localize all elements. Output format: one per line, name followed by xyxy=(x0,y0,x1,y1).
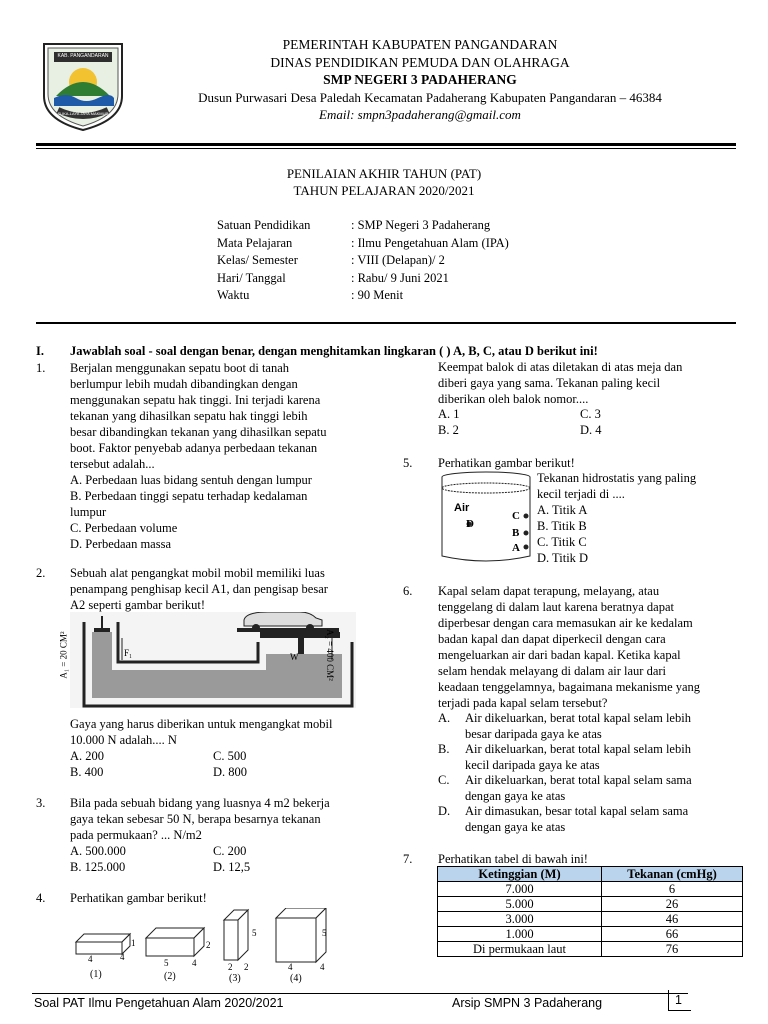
question-text-line: pada permukaan? ... N/m2 xyxy=(70,828,202,842)
answer-option-b[interactable]: B. 2 xyxy=(438,423,459,437)
hydraulic-lift-figure xyxy=(70,612,356,708)
identity-label: Kelas/ Semester xyxy=(217,253,298,267)
block-2-dim: 2 xyxy=(206,940,211,950)
question-text-line: boot. Faktor penyebab adanya perbedaan tekanan xyxy=(70,441,318,455)
option-text: Air dikeluarkan, berat total kapal selam sama xyxy=(465,773,692,787)
section-number: I. xyxy=(36,344,44,358)
block-1-dim: 1 xyxy=(131,938,136,948)
table-cell: 26 xyxy=(602,897,743,912)
question-text-line: Perhatikan gambar berikut! xyxy=(438,456,575,470)
option-text: Air dimasukan, besar total kapal selam sama xyxy=(465,804,689,818)
option-text: dengan gaya ke atas xyxy=(465,820,566,834)
answer-option-a[interactable]: A. 1 xyxy=(438,407,460,421)
question-text-line: menggunakan sepatu hak tinggi. Ini terjadi karena xyxy=(70,393,321,407)
question-text-line: Keempat balok di atas diletakan di atas meja dan xyxy=(438,360,683,374)
fig-label-point-d: D xyxy=(466,518,474,530)
answer-option-a[interactable]: A. Titik A xyxy=(537,503,588,517)
option-letter: C. xyxy=(438,773,450,787)
table-row xyxy=(438,942,743,957)
table-cell: 5.000 xyxy=(438,897,602,912)
question-number: 6. xyxy=(403,584,413,598)
table-cell: 66 xyxy=(602,927,743,942)
answer-option-b[interactable]: B. Perbedaan tinggi sepatu terhadap kedalaman xyxy=(70,489,308,503)
identity-label: Satuan Pendidikan xyxy=(217,218,311,232)
answer-option-c[interactable]: C. 3 xyxy=(580,407,601,421)
option-text: besar daripada gaya ke atas xyxy=(465,727,602,741)
fig-label-point-b: B xyxy=(512,527,520,539)
identity-label: Waktu xyxy=(217,288,250,302)
question-text-line: keadaan tenggelamnya, bagaimana mekanisme yang xyxy=(438,680,701,694)
question-text-line: berlumpur lebih mudah dibandingkan dengan xyxy=(70,377,298,391)
answer-option-c[interactable]: C. 200 xyxy=(213,844,247,858)
block-1-dim: 4 xyxy=(120,952,125,962)
block-3-dim: 5 xyxy=(252,928,257,938)
question-number: 5. xyxy=(403,456,413,470)
answer-option-c[interactable]: C. 500 xyxy=(213,749,247,763)
question-text-line: Kapal selam dapat terapung, melayang, atau xyxy=(438,584,660,598)
answer-option-a[interactable]: A. 200 xyxy=(70,749,105,763)
identity-label: Hari/ Tanggal xyxy=(217,271,286,285)
question-text-line: Tekanan hidrostatis yang paling xyxy=(537,471,697,485)
answer-option-c[interactable]: C. Perbedaan volume xyxy=(70,521,178,535)
table-row xyxy=(438,882,743,897)
block-2-caption: (2) xyxy=(164,971,176,982)
question-text-line: tenggelang di dalam laut karena beratnya dapat xyxy=(438,600,675,614)
answer-option-a[interactable]: A. Perbedaan luas bidang sentuh dengan lumpur xyxy=(70,473,312,487)
question-text-line: terjadi pada kapal selam tersebut? xyxy=(438,696,608,710)
question-text-line: Bila pada sebuah bidang yang luasnya 4 m2 bekerja xyxy=(70,796,330,810)
block-4-caption: (4) xyxy=(290,973,302,984)
identity-value: : SMP Negeri 3 Padaherang xyxy=(351,218,491,232)
exam-title: PENILAIAN AKHIR TAHUN (PAT) xyxy=(286,166,482,181)
option-letter: A. xyxy=(438,711,451,725)
question-text-line: 10.000 N adalah.... N xyxy=(70,733,177,747)
question-text-line: Gaya yang harus diberikan untuk mengangkat mobil xyxy=(70,717,333,731)
question-text-line: diberikan oleh balok nomor.... xyxy=(438,392,589,406)
fig-label-point-a: A xyxy=(512,542,520,554)
block-1-caption: (1) xyxy=(90,969,102,980)
block-3-caption: (3) xyxy=(229,973,241,984)
question-number: 2. xyxy=(36,566,46,580)
option-letter: B. xyxy=(438,742,450,756)
answer-option-c[interactable]: C. Titik C xyxy=(537,535,587,549)
table-cell: 46 xyxy=(602,912,743,927)
answer-option-d[interactable]: D. 12,5 xyxy=(213,860,251,874)
question-text-line: tersebut adalah... xyxy=(70,457,155,471)
answer-option-d[interactable]: D. Titik D xyxy=(537,551,589,565)
question-text-line: mengeluarkan air dari badan kapal. Ketika kapal xyxy=(438,648,681,662)
section-instruction: Jawablah soal - soal dengan benar, dengan menghitamkan lingkaran ( ) A, B, C, atau D berikut ini! xyxy=(70,344,598,358)
identity-value: : VIII (Delapan)/ 2 xyxy=(351,253,445,267)
answer-option-a[interactable]: A. 500.000 xyxy=(70,844,126,858)
fig-label-f1: F₁ xyxy=(124,648,133,658)
option-text: kecil daripada gaya ke atas xyxy=(465,758,600,772)
question-text-line: Sebuah alat pengangkat mobil mobil memiliki luas xyxy=(70,566,325,580)
header-address: Dusun Purwasari Desa Paledah Kecamatan Padaherang Kabupaten Pangandaran – 46384 xyxy=(198,90,662,105)
header-school: SMP NEGERI 3 PADAHERANG xyxy=(323,72,517,87)
question-text-line: diberi gaya yang sama. Tekanan paling kecil xyxy=(438,376,661,390)
header-rule-thin xyxy=(36,148,736,149)
table-row xyxy=(438,927,743,942)
block-4-dim: 4 xyxy=(320,962,325,972)
table-cell: 3.000 xyxy=(438,912,602,927)
logo-text-top: KAB. PANGANDARAN xyxy=(57,53,109,59)
question-number: 4. xyxy=(36,891,46,905)
question-text-line: besar dibandingkan tekanan yang dihasilkan sepatu xyxy=(70,425,327,439)
identity-value: : Rabu/ 9 Juni 2021 xyxy=(351,271,449,285)
header-email: Email: smpn3padaherang@gmail.com xyxy=(319,107,521,122)
fig-label-air: Air xyxy=(454,502,470,514)
answer-option-d[interactable]: D. Perbedaan massa xyxy=(70,537,172,551)
block-3-dim: 2 xyxy=(228,962,233,972)
option-text: Air dikeluarkan, berat total kapal selam lebih xyxy=(465,711,691,725)
answer-option-b-cont: lumpur xyxy=(70,505,107,519)
block-4-dim: 5 xyxy=(322,928,327,938)
footer-left-text: Soal PAT Ilmu Pengetahuan Alam 2020/2021 xyxy=(34,996,284,1010)
fig-label-point-c: C xyxy=(512,510,520,522)
question-text-line: Berjalan menggunakan sepatu boot di tanah xyxy=(70,361,290,375)
identity-value: : Ilmu Pengetahuan Alam (IPA) xyxy=(351,236,509,250)
footer-rule xyxy=(32,993,688,994)
question-text-line: Perhatikan gambar berikut! xyxy=(70,891,207,905)
question-number: 1. xyxy=(36,361,46,375)
question-number: 7. xyxy=(403,852,413,866)
answer-option-d[interactable]: D. 800 xyxy=(213,765,248,779)
table-row xyxy=(438,912,743,927)
altitude-pressure-table xyxy=(437,866,743,957)
answer-option-b[interactable]: B. Titik B xyxy=(537,519,587,533)
answer-option-b[interactable]: B. 125.000 xyxy=(70,860,126,874)
identity-value: : 90 Menit xyxy=(351,288,404,302)
table-cell: 1.000 xyxy=(438,927,602,942)
option-letter: D. xyxy=(438,804,451,818)
header-rule-thick xyxy=(36,143,736,146)
block-2-dim: 5 xyxy=(164,958,169,968)
option-text: dengan gaya ke atas xyxy=(465,789,566,803)
header-department: DINAS PENDIDIKAN PEMUDA DAN OLAHRAGA xyxy=(270,55,570,70)
fig-label-w: W xyxy=(290,652,299,662)
question-text-line: A2 seperti gambar berikut! xyxy=(70,598,206,612)
table-header: Tekanan (cmHg) xyxy=(602,867,743,882)
block-2-dim: 4 xyxy=(192,958,197,968)
block-4-dim: 4 xyxy=(288,962,293,972)
question-text-line: gaya tekan sebesar 50 N, berapa besarnya tekanan xyxy=(70,812,321,826)
answer-option-b[interactable]: B. 400 xyxy=(70,765,104,779)
table-cell: 7.000 xyxy=(438,882,602,897)
section-rule xyxy=(36,322,736,324)
question-text-line: tekanan yang dihasilkan sepatu hak tinggi lebih xyxy=(70,409,308,423)
fig-label-a2: A₂ = 400 CM² xyxy=(324,629,335,681)
question-text-line: diperbesar dengan cara memasukan air ke kedalam xyxy=(438,616,693,630)
table-header-row xyxy=(438,867,743,882)
question-text-line: badan kapal dan dapat diperkecil dengan cara xyxy=(438,632,666,646)
option-text: Air dikeluarkan, berat total kapal selam lebih xyxy=(465,742,691,756)
table-cell: 76 xyxy=(602,942,743,957)
question-text-line: Perhatikan tabel di bawah ini! xyxy=(438,852,588,866)
footer-right-text: Arsip SMPN 3 Padaherang xyxy=(452,996,603,1010)
block-3-dim: 2 xyxy=(244,962,249,972)
logo-text-bottom: SUKA-LAYA JAYA MAKMUR xyxy=(57,111,109,116)
answer-option-d[interactable]: D. 4 xyxy=(580,423,602,437)
question-number: 3. xyxy=(36,796,46,810)
block-1-dim: 4 xyxy=(88,954,93,964)
table-header: Ketinggian (M) xyxy=(438,867,602,882)
question-text-line: penampang penghisap kecil A1, dan pengisap besar xyxy=(70,582,328,596)
question-text-line: selam hendak melayang di dalam air laur dari xyxy=(438,664,667,678)
identity-label: Mata Pelajaran xyxy=(217,236,293,250)
header-government: PEMERINTAH KABUPATEN PANGANDARAN xyxy=(282,37,558,52)
question-text-line: kecil terjadi di .... xyxy=(537,487,625,501)
fig-label-a1: A₁ = 20 CM² xyxy=(58,631,69,679)
table-row xyxy=(438,897,743,912)
page-number: 1 xyxy=(675,993,682,1007)
table-cell: 6 xyxy=(602,882,743,897)
table-cell: Di permukaan laut xyxy=(438,942,602,957)
exam-year: TAHUN PELAJARAN 2020/2021 xyxy=(293,183,475,198)
